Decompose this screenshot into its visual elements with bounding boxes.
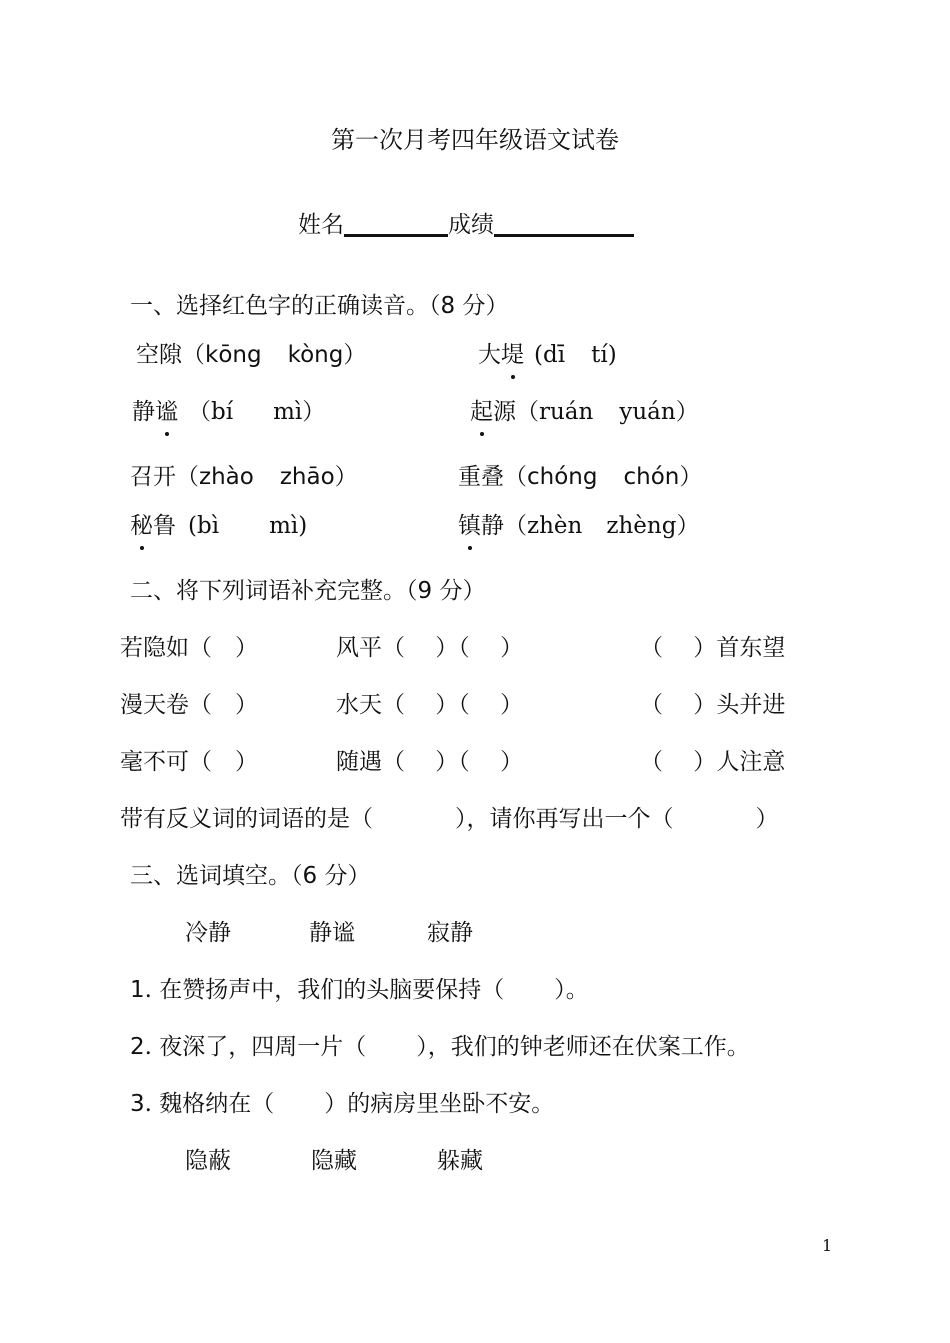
idiom-1b: 风平（ ）（ ） — [336, 635, 524, 661]
section2-heading: 二、将下列词语补充完整。（9 分） — [130, 578, 486, 604]
pinyin-item-3: 静谧 （bí mì） — [132, 399, 326, 425]
idiom-2c: （ ）头并进 — [640, 692, 786, 718]
score-label: 成绩 — [448, 212, 494, 238]
idiom-3c: （ ）人注意 — [640, 749, 786, 775]
pinyin-item-6: 重叠（chóng chón） — [458, 464, 703, 490]
section1-heading: 一、选择红色字的正确读音。（8 分） — [130, 293, 509, 319]
page-number: 1 — [822, 1236, 833, 1255]
idiom-1a: 若隐如（ ） — [120, 635, 258, 661]
pinyin-item-2: 大堤 (dī tí) — [478, 342, 617, 368]
idiom-3a: 毫不可（ ） — [120, 749, 258, 775]
name-blank[interactable] — [344, 212, 448, 237]
pinyin-item-4: 起源（ruán yuán） — [470, 399, 699, 425]
pinyin-item-8: 镇静（zhèn zhèng） — [458, 513, 700, 539]
antonym-question: 带有反义词的词语的是（ ），请你再写出一个（ ） — [120, 806, 779, 832]
fill-question-3: 3. 魏格纳在（ ）的病房里坐卧不安。 — [130, 1091, 555, 1117]
name-label: 姓名 — [298, 212, 344, 238]
emphasis-dot: 谧 — [155, 399, 178, 425]
idiom-2b: 水天（ ）（ ） — [336, 692, 524, 718]
idiom-3b: 随遇（ ）（ ） — [336, 749, 524, 775]
fill-question-1: 1. 在赞扬声中，我们的头脑要保持（ ）。 — [130, 977, 589, 1003]
idiom-1c: （ ）首东望 — [640, 635, 786, 661]
emphasis-dot: 秘 — [130, 513, 153, 539]
emphasis-dot: 起 — [470, 399, 493, 425]
fill-question-2: 2. 夜深了，四周一片（ ），我们的钟老师还在伏案工作。 — [130, 1034, 750, 1060]
name-score-row — [298, 212, 634, 237]
pinyin-item-7: 秘鲁 (bì mì) — [130, 513, 308, 539]
section3-heading: 三、选词填空。（6 分） — [130, 863, 371, 889]
pinyin-item-5: 召开（zhào zhāo） — [130, 464, 358, 490]
score-blank[interactable] — [494, 212, 634, 237]
emphasis-dot: 镇 — [458, 513, 481, 539]
pinyin-item-1: 空隙（kōng kòng） — [136, 342, 367, 368]
word-choice-1: 冷静 静谧 寂静 — [185, 920, 473, 946]
emphasis-dot: 堤 — [501, 342, 524, 368]
exam-title: 第一次月考四年级语文试卷 — [331, 126, 619, 154]
word-choice-2: 隐蔽 隐藏 躲藏 — [185, 1148, 483, 1174]
idiom-2a: 漫天卷（ ） — [120, 692, 258, 718]
